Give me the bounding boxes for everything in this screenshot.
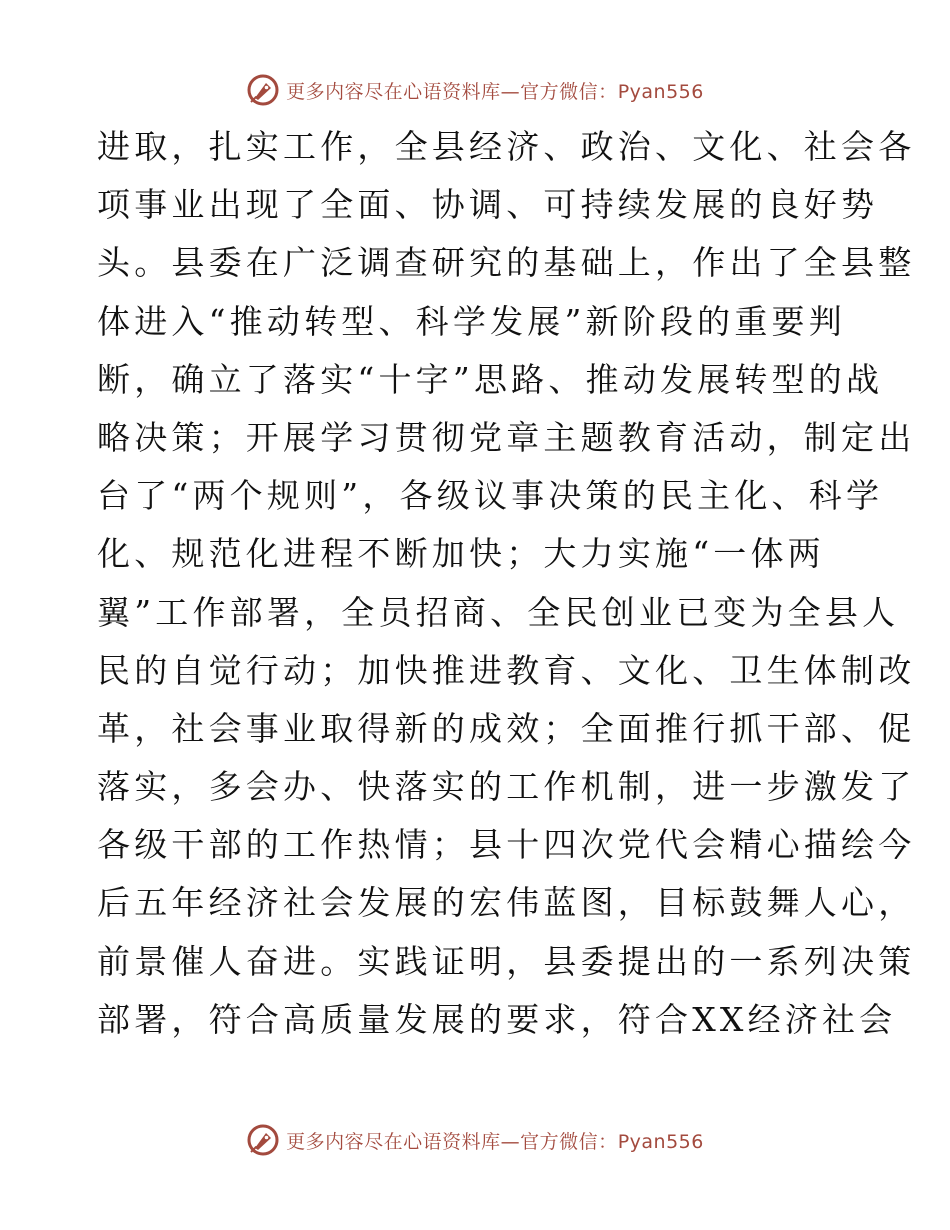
banner-slogan: 更多内容尽在心语资料库 (286, 1130, 501, 1153)
banner-separator: — (500, 1130, 521, 1153)
banner-slogan: 更多内容尽在心语资料库 (286, 80, 501, 103)
body-line: 略决策；开展学习贯彻党章主题教育活动，制定出 (97, 417, 916, 457)
banner-separator: — (500, 80, 521, 103)
body-line: 项事业出现了全面、协调、可持续发展的良好势 (97, 185, 879, 225)
body-line: 前景催人奋进。实践证明，县委提出的一系列决策 (97, 941, 916, 981)
wechat-id: Pyan556 (617, 1130, 704, 1153)
body-line: 各级干部的工作热情；县十四次党代会精心描绘今 (97, 825, 916, 865)
document-body (97, 118, 916, 1049)
pen-nib-icon (246, 1123, 280, 1157)
banner-text (286, 77, 704, 104)
body-line: 化、规范化进程不断加快；大力实施“一体两 (97, 534, 825, 574)
pen-nib-icon (246, 73, 280, 107)
body-line: 进取，扎实工作，全县经济、政治、文化、社会各 (97, 127, 916, 166)
wechat-label: 官方微信： (520, 80, 618, 103)
footer-banner (0, 1120, 950, 1160)
wechat-label: 官方微信： (520, 1130, 618, 1153)
body-line: 民的自觉行动；加快推进教育、文化、卫生体制改 (97, 650, 916, 690)
body-line: 部署，符合高质量发展的要求，符合XX经济社会 (97, 999, 897, 1039)
body-line: 翼”工作部署，全员招商、全民创业已变为全县人 (97, 592, 900, 632)
body-line: 断，确立了落实“十字”思路、推动发展转型的战 (97, 359, 884, 399)
body-line: 头。县委在广泛调查研究的基础上，作出了全县整 (97, 243, 916, 283)
body-line: 后五年经济社会发展的宏伟蓝图，目标鼓舞人心， (97, 883, 916, 923)
body-line: 体进入“推动转型、科学发展”新阶段的重要判 (97, 301, 846, 341)
banner-text (286, 1127, 704, 1154)
body-line: 落实，多会办、快落实的工作机制，进一步激发了 (97, 767, 916, 807)
wechat-id: Pyan556 (617, 80, 704, 103)
body-line: 革，社会事业取得新的成效；全面推行抓干部、促 (97, 708, 916, 748)
body-line: 台了“两个规则”，各级议事决策的民主化、科学 (97, 476, 884, 516)
header-banner (0, 70, 950, 110)
